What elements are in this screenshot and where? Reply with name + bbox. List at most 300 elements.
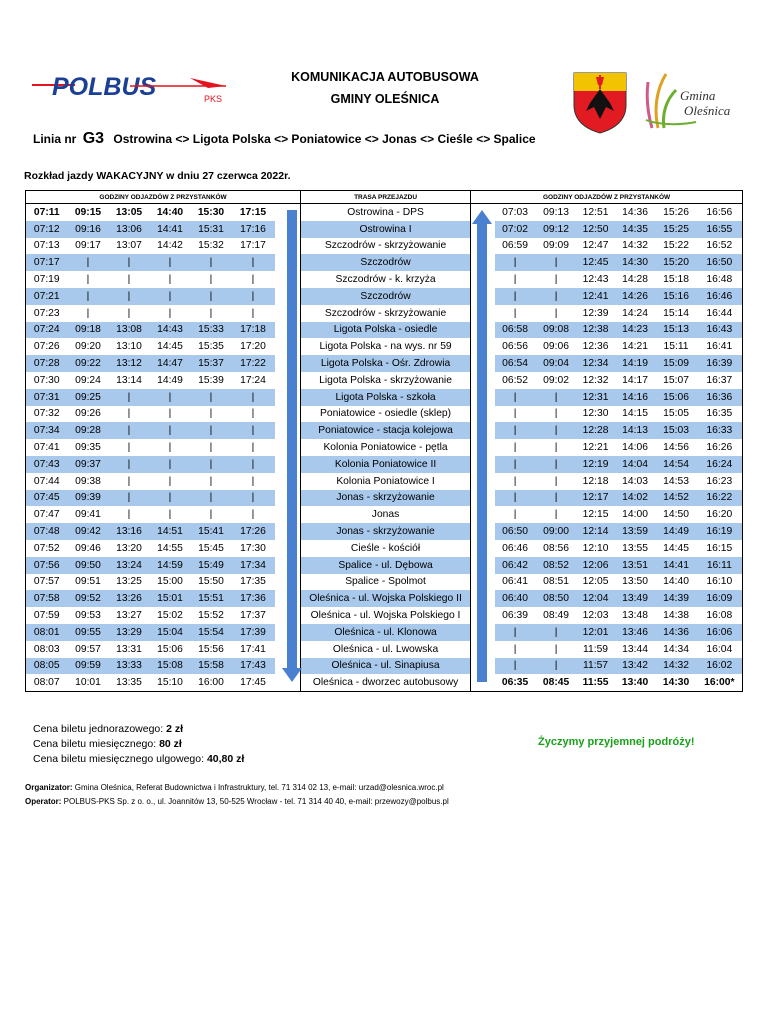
table-row [26,490,743,507]
departure-time-outbound: | [127,509,131,521]
price-monthly-reduced: Cena biletu miesięcznego ulgowego: 40,80 zł [33,753,245,765]
departure-time-outbound: 15:56 [198,643,224,655]
departure-time-outbound: 08:07 [26,674,68,691]
departure-time-outbound: 07:21 [26,288,68,305]
departure-time-outbound: 16:00 [191,674,232,691]
table-row [26,288,743,305]
stop-name: Oleśnica - ul. Sinapiusa [301,658,471,675]
departure-time-return: 06:41 [502,576,528,588]
departure-time-outbound: 07:56 [26,557,68,574]
arrow-up-icon [472,210,492,682]
departure-time-return: 16:08 [697,607,743,624]
departure-time-return: 08:52 [536,557,577,574]
departure-time-outbound: | [251,274,255,286]
departure-time-outbound: | [68,254,109,271]
departure-time-return: 13:40 [615,674,656,691]
departure-time-outbound: 09:41 [75,509,101,521]
departure-time-return: 16:20 [697,506,743,523]
stop-name: Jonas - skrzyżowanie [301,523,471,540]
stop-name: Oleśnica - ul. Wojska Polskiego II [301,590,471,607]
timetable [25,190,743,692]
departure-time-outbound: | [232,422,275,439]
departure-time-outbound: | [150,389,191,406]
departure-time-outbound: | [109,422,150,439]
departure-time-outbound: 13:10 [116,341,142,353]
departure-time-return: 14:21 [622,341,648,353]
departure-time-outbound: 09:59 [68,658,109,675]
departure-time-return: 09:12 [536,221,577,238]
departure-time-return: 06:58 [495,322,536,339]
departure-time-return: 12:34 [577,355,615,372]
footer-organizer: Organizator: Gmina Oleśnica, Referat Budownictwa i Infrastruktury, tel. 71 314 02 13, e-mail: urzad@olesnica.wroc.pl [25,783,444,792]
stop-name: Szczodrów - skrzyżowanie [301,238,471,255]
departure-time-outbound: | [168,408,172,420]
header-right: GODZINY ODJAZDÓW Z PRZYSTANKÓW [471,191,743,204]
departure-time-return: 14:52 [656,490,697,507]
departure-time-outbound: 13:24 [109,557,150,574]
departure-time-outbound: | [150,422,191,439]
departure-time-outbound: | [191,254,232,271]
table-row [26,574,743,591]
departure-time-return: | [554,442,558,454]
departure-time-outbound: 17:43 [232,658,275,675]
departure-time-outbound: 15:31 [191,221,232,238]
stop-name: Spalice - ul. Dębowa [301,557,471,574]
departure-time-outbound: | [168,442,172,454]
stop-name: Szczodrów - k. krzyża [301,271,471,288]
departure-time-return: 12:15 [582,509,609,521]
departure-time-return: 14:56 [663,442,689,454]
departure-time-outbound: | [127,274,131,286]
departure-time-outbound: 17:41 [240,643,266,655]
stop-name: Jonas - skrzyżowanie [301,490,471,507]
departure-time-outbound: 17:17 [240,240,266,252]
departure-time-outbound: 09:37 [68,456,109,473]
table-row [26,439,743,456]
departure-time-return: | [495,456,536,473]
departure-time-return: 12:43 [582,274,609,286]
departure-time-outbound: | [109,490,150,507]
departure-time-return: 06:35 [495,674,536,691]
stop-name: Poniatowice - stacja kolejowa [301,422,471,439]
departure-time-outbound: 07:24 [26,322,68,339]
departure-time-outbound: | [168,509,172,521]
departure-time-outbound: 17:35 [240,576,266,588]
departure-time-outbound: 09:53 [75,610,101,622]
departure-time-return: | [536,254,577,271]
departure-time-return: 12:03 [582,610,609,622]
departure-time-outbound: | [168,475,172,487]
departure-time-return: | [495,254,536,271]
departure-time-return: 09:00 [536,523,577,540]
departure-time-return: 06:54 [495,355,536,372]
departure-time-outbound: | [86,307,90,319]
departure-time-return: 16:15 [697,540,743,557]
stop-name: Jonas [301,506,471,523]
departure-time-outbound: | [127,307,131,319]
stop-name: Szczodrów [301,288,471,305]
departure-time-return: | [495,624,536,641]
departure-time-outbound: 07:59 [26,607,68,624]
departure-time-return: 14:49 [656,523,697,540]
departure-time-outbound: 15:00 [157,576,183,588]
table-row [26,674,743,691]
gmina-logo-line-1: Gmina [680,88,716,103]
departure-time-return: 06:56 [502,341,528,353]
departure-time-return: 13:44 [622,643,648,655]
departure-time-return: 06:39 [502,610,528,622]
departure-time-return: 12:19 [577,456,615,473]
timetable-body [26,204,743,692]
stop-name: Ligota Polska - Ośr. Zdrowia [301,355,471,372]
departure-time-outbound: 17:37 [240,610,266,622]
departure-time-outbound: 13:07 [116,240,142,252]
stop-name: Ligota Polska - skrzyżowanie [301,372,471,389]
departure-time-outbound: 07:19 [26,271,68,288]
departure-time-return: | [495,422,536,439]
departure-time-outbound: 13:29 [109,624,150,641]
departure-time-return: 14:04 [615,456,656,473]
departure-time-return: 08:56 [543,542,569,554]
table-row [26,506,743,523]
table-row [26,221,743,238]
departure-time-outbound: 17:26 [232,523,275,540]
departure-time-outbound: 17:30 [240,542,266,554]
departure-time-return: 09:02 [543,374,569,386]
departure-time-return: 15:20 [656,254,697,271]
schedule-label: Rozkład jazdy WAKACYJNY w dniu 27 czerwca 2022r. [24,170,291,182]
gmina-olesnica-logo [636,70,736,130]
departure-time-return: | [554,475,558,487]
departure-time-outbound: 09:51 [75,576,101,588]
departure-time-return: | [536,490,577,507]
departure-time-return: 15:11 [663,341,689,353]
departure-time-return: 14:40 [663,576,689,588]
departure-time-outbound: | [191,490,232,507]
departure-time-return: 15:03 [656,422,697,439]
departure-time-return: 14:54 [656,456,697,473]
departure-time-return: 06:40 [495,590,536,607]
departure-time-outbound: 07:44 [26,473,68,490]
departure-time-outbound: 15:52 [198,610,224,622]
departure-time-outbound: | [209,408,213,420]
departure-time-outbound: 09:55 [68,624,109,641]
departure-time-return: 12:47 [582,240,609,252]
departure-time-return: 14:50 [663,509,689,521]
departure-time-return: 16:48 [697,271,743,288]
departure-time-return: 14:30 [656,674,697,691]
table-row [26,204,743,221]
departure-time-outbound: 15:41 [191,523,232,540]
stop-name: Oleśnica - ul. Wojska Polskiego I [301,607,471,624]
departure-time-return: 13:50 [622,576,648,588]
departure-time-return: 09:04 [536,355,577,372]
table-row [26,406,743,423]
departure-time-return: 14:32 [622,240,648,252]
departure-time-return: 15:16 [656,288,697,305]
departure-time-return: 14:13 [615,422,656,439]
departure-time-return: | [513,408,517,420]
footer [25,781,449,809]
departure-time-outbound: 07:28 [26,355,68,372]
departure-time-outbound: 07:12 [26,221,68,238]
departure-time-outbound: 14:43 [150,322,191,339]
departure-time-outbound: 15:33 [191,322,232,339]
departure-time-outbound: 14:42 [157,240,183,252]
departure-time-return: 14:41 [656,557,697,574]
stop-name: Ostrowina - DPS [301,204,471,221]
departure-time-outbound: | [168,274,172,286]
departure-time-outbound: 17:45 [232,674,275,691]
stop-name: Ostrowina I [301,221,471,238]
departure-time-outbound: 14:55 [157,542,183,554]
departure-time-return: 12:30 [582,408,609,420]
table-row [26,389,743,406]
departure-time-return: 12:21 [582,442,609,454]
departure-time-return: | [536,389,577,406]
departure-time-return: | [536,288,577,305]
departure-time-return: 16:52 [697,238,743,255]
table-row [26,322,743,339]
departure-time-return: 09:08 [536,322,577,339]
stop-name: Szczodrów [301,254,471,271]
line-number: G3 [82,130,105,147]
ticket-prices [33,722,244,767]
departure-time-return: 14:23 [615,322,656,339]
departure-time-outbound: 13:06 [109,221,150,238]
departure-time-return: 15:22 [663,240,689,252]
departure-time-return: 15:05 [663,408,689,420]
table-row [26,590,743,607]
stop-name: Poniatowice - osiedle (sklep) [301,406,471,423]
departure-time-outbound: 07:26 [26,338,68,355]
departure-time-return: | [513,307,517,319]
departure-time-return: 14:03 [622,475,648,487]
departure-time-return: 08:50 [536,590,577,607]
table-row [26,338,743,355]
departure-time-return: | [495,288,536,305]
departure-time-return: | [554,509,558,521]
departure-time-return: 12:06 [577,557,615,574]
departure-time-return: 11:55 [577,674,615,691]
departure-time-return: 14:36 [622,206,648,218]
departure-time-outbound: 14:47 [150,355,191,372]
departure-time-outbound: 07:17 [26,254,68,271]
departure-time-outbound: 15:10 [150,674,191,691]
departure-time-return: 16:10 [697,574,743,591]
departure-time-return: 14:02 [615,490,656,507]
departure-time-outbound: 09:15 [74,206,102,218]
departure-time-return: 12:50 [577,221,615,238]
table-row [26,473,743,490]
departure-time-outbound: 17:39 [232,624,275,641]
departure-time-return: 15:13 [656,322,697,339]
stop-name: Spalice - Spolmot [301,574,471,591]
departure-time-return: 15:06 [656,389,697,406]
stop-name: Kolonia Poniatowice II [301,456,471,473]
departure-time-return: | [513,643,517,655]
table-row [26,641,743,658]
departure-time-return: 14:39 [656,590,697,607]
departure-time-return: | [554,274,558,286]
departure-time-outbound: 07:41 [26,439,68,456]
departure-time-outbound: 13:35 [109,674,150,691]
departure-time-return: 16:46 [697,288,743,305]
departure-time-outbound: | [251,408,255,420]
departure-time-return: | [513,509,517,521]
table-row [26,456,743,473]
departure-time-outbound: 15:50 [198,576,224,588]
departure-time-outbound: 09:28 [68,422,109,439]
departure-time-outbound: 15:37 [191,355,232,372]
arrow-down-icon [282,210,302,682]
departure-time-outbound: 07:57 [26,574,68,591]
stop-name: Oleśnica - ul. Lwowska [301,641,471,658]
departure-time-outbound: | [191,389,232,406]
departure-time-outbound: | [209,307,213,319]
departure-time-outbound: 08:01 [26,624,68,641]
departure-time-outbound: 09:26 [75,408,101,420]
departure-time-outbound: 15:32 [198,240,224,252]
departure-time-return: 16:04 [697,641,743,658]
departure-time-return: | [554,307,558,319]
departure-time-return: 16:33 [697,422,743,439]
page-title [230,66,540,110]
table-row [26,624,743,641]
departure-time-return: 13:59 [615,523,656,540]
departure-time-outbound: | [127,475,131,487]
departure-time-outbound: | [86,274,90,286]
departure-time-return: 14:26 [615,288,656,305]
departure-time-outbound: | [150,456,191,473]
departure-time-outbound: 07:48 [26,523,68,540]
departure-time-outbound: | [191,288,232,305]
departure-time-return: 16:06 [697,624,743,641]
departure-time-outbound: 10:01 [68,674,109,691]
departure-time-outbound: 15:04 [150,624,191,641]
departure-time-outbound: 15:02 [157,610,183,622]
departure-time-return: | [513,442,517,454]
departure-time-outbound: 08:05 [26,658,68,675]
departure-time-return: | [536,422,577,439]
price-monthly: Cena biletu miesięcznego: 80 zł [33,738,182,750]
departure-time-outbound: | [209,475,213,487]
departure-time-outbound: | [251,509,255,521]
departure-time-return: | [495,658,536,675]
departure-time-outbound: | [209,509,213,521]
departure-time-return: 16:50 [697,254,743,271]
departure-time-return: 14:53 [663,475,689,487]
departure-time-outbound: | [168,307,172,319]
departure-time-return: 06:42 [495,557,536,574]
departure-time-return: 12:10 [582,542,609,554]
departure-time-outbound: 09:57 [75,643,101,655]
polbus-logo-sub: PKS [204,94,223,104]
line-route: Ostrowina <> Ligota Polska <> Poniatowice <> Jonas <> Cieśle <> Spalice [113,132,536,146]
departure-time-return: 12:28 [577,422,615,439]
departure-time-outbound: | [209,442,213,454]
table-row [26,271,743,288]
departure-time-outbound: 15:08 [150,658,191,675]
departure-time-outbound: 09:24 [75,374,101,386]
departure-time-outbound: | [251,442,255,454]
departure-time-return: 12:39 [582,307,609,319]
departure-time-return: 16:26 [697,439,743,456]
departure-time-return: 16:23 [697,473,743,490]
departure-time-outbound: 09:22 [68,355,109,372]
departure-time-return: 06:52 [502,374,528,386]
departure-time-outbound: 15:58 [191,658,232,675]
table-row [26,305,743,322]
departure-time-return: | [536,658,577,675]
departure-time-outbound: 13:33 [109,658,150,675]
departure-time-outbound: 08:03 [26,641,68,658]
departure-time-outbound: 09:17 [75,240,101,252]
departure-time-return: | [495,389,536,406]
departure-time-return: 16:24 [697,456,743,473]
departure-time-outbound: 14:45 [157,341,183,353]
departure-time-outbound: | [109,254,150,271]
departure-time-return: 14:17 [622,374,648,386]
departure-time-outbound: 07:52 [26,540,68,557]
stop-name: Kolonia Poniatowice I [301,473,471,490]
departure-time-return: 16:56 [697,204,743,221]
header-left: GODZINY ODJAZDÓW Z PRZYSTANKÓW [26,191,301,204]
departure-time-outbound: | [251,475,255,487]
stop-name: Ligota Polska - na wys. nr 59 [301,338,471,355]
departure-time-outbound: | [191,456,232,473]
departure-time-outbound: 09:16 [68,221,109,238]
departure-time-outbound: | [127,408,131,420]
departure-time-return: 16:11 [697,557,743,574]
departure-time-return: 08:51 [543,576,569,588]
departure-time-return: 14:36 [656,624,697,641]
departure-time-outbound: | [109,389,150,406]
stop-name: Ligota Polska - osiedle [301,322,471,339]
departure-time-return: 15:25 [656,221,697,238]
departure-time-return: 14:00 [622,509,648,521]
departure-time-outbound: 07:11 [26,204,68,221]
departure-time-outbound: | [232,389,275,406]
departure-time-outbound: 17:24 [240,374,266,386]
departure-time-outbound: 15:54 [191,624,232,641]
table-row [26,523,743,540]
departure-time-outbound: | [191,422,232,439]
departure-time-return: 15:09 [656,355,697,372]
departure-time-outbound: | [150,490,191,507]
departure-time-outbound: 07:32 [26,406,68,423]
departure-time-outbound: 09:38 [75,475,101,487]
departure-time-return: 16:37 [697,372,743,389]
departure-time-return: 08:45 [536,674,577,691]
polbus-logo-text: POLBUS [52,73,157,101]
departure-time-outbound: 13:14 [116,374,142,386]
title-line-2: GMINY OLEŚNICA [330,92,440,106]
departure-time-outbound: 13:25 [116,576,142,588]
departure-time-outbound: 13:12 [109,355,150,372]
departure-time-outbound: 17:22 [232,355,275,372]
departure-time-return: 14:45 [663,542,689,554]
departure-time-outbound: | [150,254,191,271]
departure-time-outbound: 13:27 [116,610,142,622]
departure-time-outbound: 09:42 [68,523,109,540]
departure-time-return: 15:18 [663,274,689,286]
departure-time-return: 16:44 [697,305,743,322]
departure-time-return: 11:59 [583,643,609,655]
departure-time-outbound: 09:39 [68,490,109,507]
departure-time-outbound: 07:30 [26,372,68,389]
departure-time-outbound: 09:20 [75,341,101,353]
